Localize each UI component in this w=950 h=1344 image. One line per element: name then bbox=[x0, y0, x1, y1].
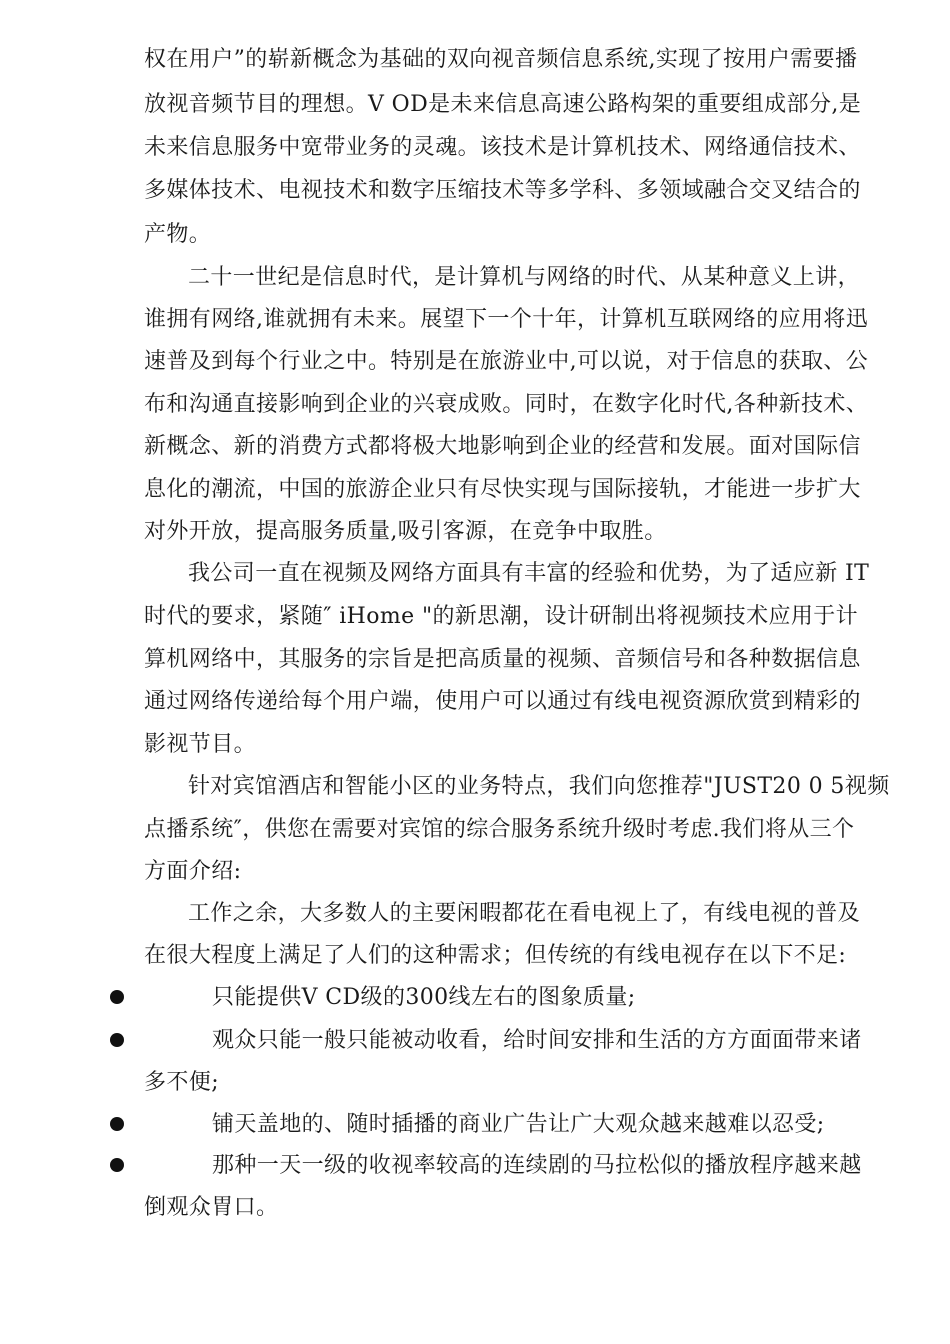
text-line: 未来信息服务中宽带业务的灵魂。该技术是计算机技术、网络通信技术、 bbox=[144, 135, 861, 160]
text-line: 通过网络传递给每个用户端，使用户可以通过有线电视资源欣赏到精彩的 bbox=[144, 689, 861, 714]
bullet-icon bbox=[110, 1117, 124, 1131]
text-line: 多媒体技术、电视技术和数字压缩技术等多学科、多领域融合交叉结合的 bbox=[144, 178, 861, 203]
bullet-icon bbox=[110, 1158, 124, 1172]
text-line: 算机网络中，其服务的宗旨是把高质量的视频、音频信号和各种数据信息 bbox=[144, 647, 861, 672]
text-line: 方面介绍: bbox=[144, 859, 242, 884]
list-item-text: 倒观众胃口。 bbox=[144, 1195, 279, 1220]
text-line: 时代的要求，紧随″ iHome "的新思潮，设计研制出将视频技术应用于计 bbox=[144, 604, 859, 629]
list-item-text: 多不便; bbox=[144, 1070, 220, 1095]
list-item-text: 那种一天一级的收视率较高的连续剧的马拉松似的播放程序越来越 bbox=[212, 1153, 862, 1178]
text-line: 影视节目。 bbox=[144, 732, 257, 757]
list-item-text: 观众只能一般只能被动收看，给时间安排和生活的方方面面带来诸 bbox=[212, 1028, 862, 1053]
text-line: 权在用户”的崭新概念为基础的双向视音频信息系统,实现了按用户需要播 bbox=[144, 47, 858, 72]
text-line: 点播系统″，供您在需要对宾馆的综合服务系统升级时考虑.我们将从三个 bbox=[144, 817, 855, 842]
text-line: 布和沟通直接影响到企业的兴衰成败。同时，在数字化时代,各种新技术、 bbox=[144, 392, 869, 417]
text-line: 对外开放，提高服务质量,吸引客源，在竞争中取胜。 bbox=[144, 519, 667, 544]
list-item-text: 铺天盖地的、随时插播的商业广告让广大观众越来越难以忍受; bbox=[212, 1112, 825, 1137]
text-line: 息化的潮流，中国的旅游企业只有尽快实现与国际接轨，才能进一步扩大 bbox=[144, 477, 861, 502]
text-line: 新概念、新的消费方式都将极大地影响到企业的经营和发展。面对国际信 bbox=[144, 434, 861, 459]
text-line: 产物。 bbox=[144, 222, 212, 247]
bullet-icon bbox=[110, 990, 124, 1004]
text-line: 放视音频节目的理想。V OD是未来信息高速公路构架的重要组成部分,是 bbox=[144, 92, 862, 117]
text-line: 我公司一直在视频及网络方面具有丰富的经验和优势，为了适应新 IT bbox=[188, 561, 870, 586]
bullet-icon bbox=[110, 1033, 124, 1047]
text-line: 二十一世纪是信息时代，是计算机与网络的时代、从某种意义上讲， bbox=[188, 265, 861, 290]
text-line: 针对宾馆酒店和智能小区的业务特点，我们向您推荐"JUST20 0 5视频 bbox=[188, 774, 890, 799]
list-item-text: 只能提供V CD级的300线左右的图象质量; bbox=[212, 985, 636, 1010]
text-line: 谁拥有网络,谁就拥有未来。展望下一个十年，计算机互联网络的应用将迅 bbox=[144, 307, 869, 332]
text-line: 在很大程度上满足了人们的这种需求；但传统的有线电视存在以下不足: bbox=[144, 943, 847, 968]
text-line: 工作之余，大多数人的主要闲暇都花在看电视上了，有线电视的普及 bbox=[188, 901, 861, 926]
text-line: 速普及到每个行业之中。特别是在旅游业中,可以说，对于信息的获取、公 bbox=[144, 349, 869, 374]
